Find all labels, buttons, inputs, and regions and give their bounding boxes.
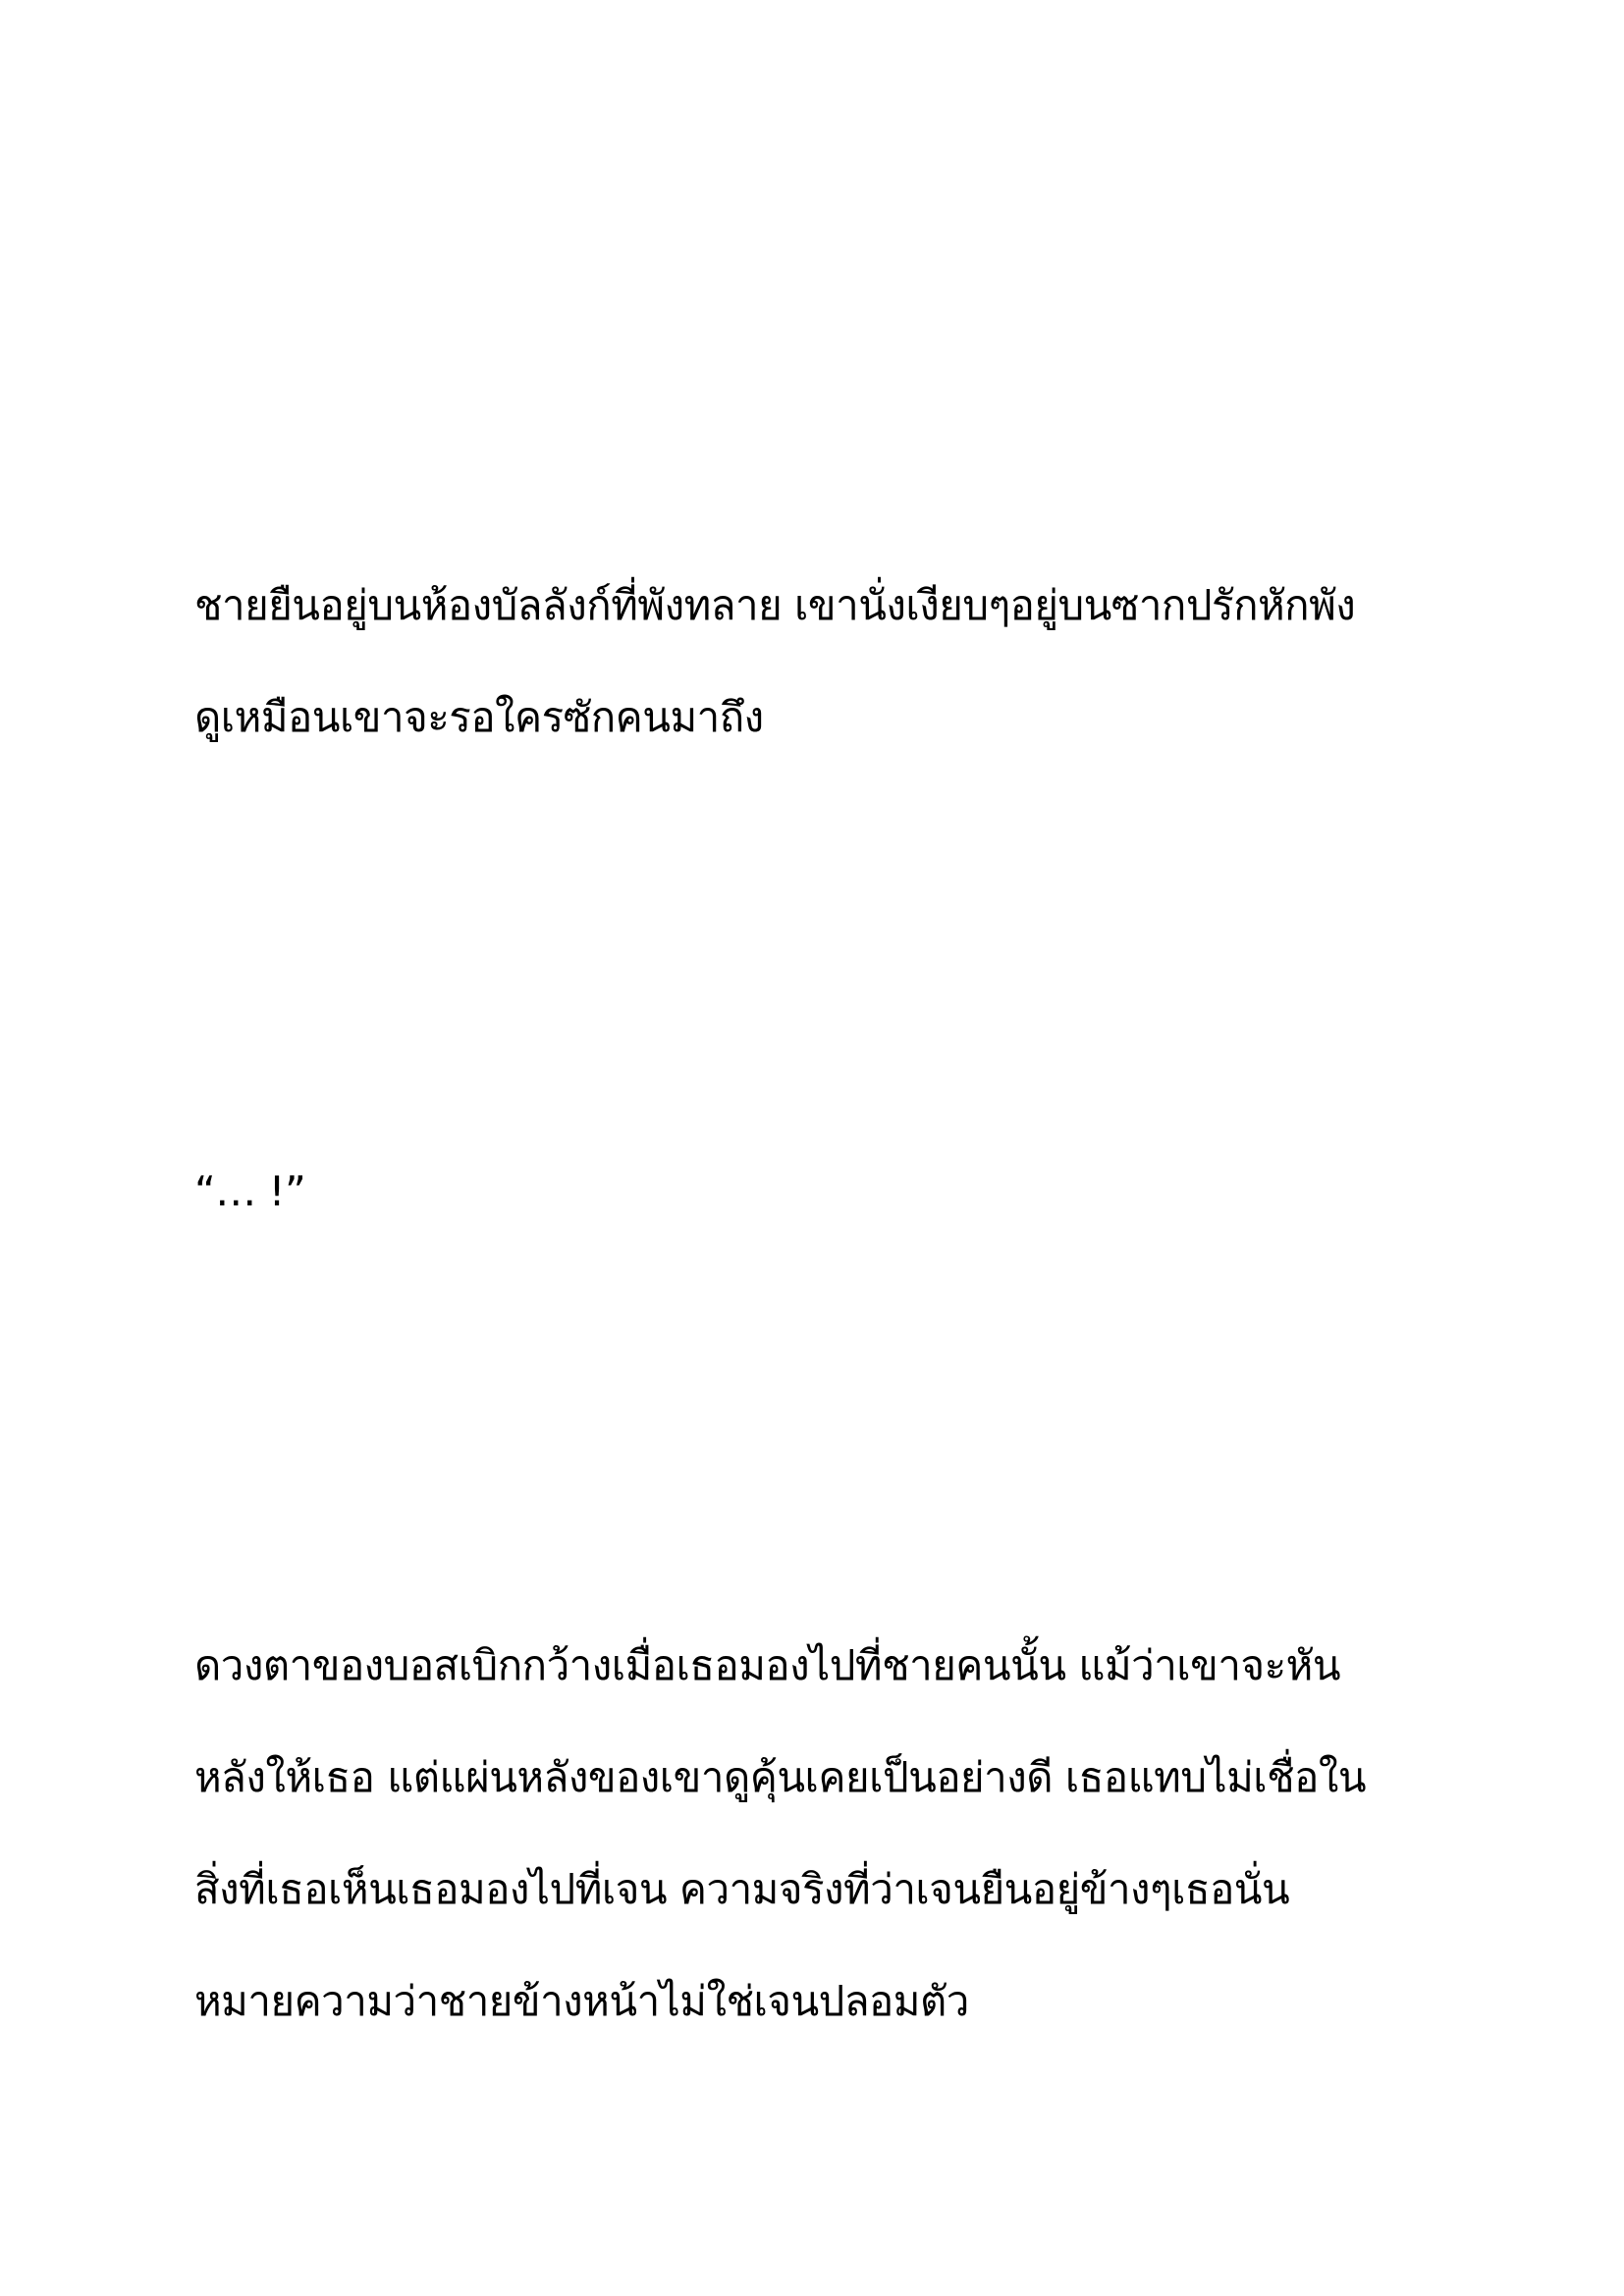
text-line: ดวงตาของบอสเบิกกว้างเมื่อเธอมองไปที่ชายคนนั้น แม้ว่าเขาจะหัน [194, 1641, 1341, 1689]
text-line: สิ่งที่เธอเห็นเธอมองไปที่เจน ความจริงที่ว่าเจนยืนอยู่ข้างๆเธอนั่น [194, 1865, 1290, 1913]
text-line: ดูเหมือนเขาจะรอใครซักคนมาถึง [194, 693, 764, 741]
text-line: หลังให้เธอ แต่แผ่นหลังของเขาดูคุ้นเคยเป็นอย่างดี เธอแทบไม่เชื่อใน [194, 1753, 1367, 1801]
paragraph-exclamation [194, 1136, 1471, 1248]
text-line: ชายยืนอยู่บนห้องบัลลังก์ที่พังทลาย เขานั่งเงียบๆอยู่บนซากปรักหักพัง [194, 581, 1356, 629]
paragraph-throne-room [194, 550, 1471, 774]
paragraph-boss-reaction [194, 1610, 1471, 2057]
text-line: “… !” [194, 1167, 306, 1215]
text-line: หมายความว่าชายข้างหน้าไม่ใช่เจนปลอมตัว [194, 1977, 969, 2025]
